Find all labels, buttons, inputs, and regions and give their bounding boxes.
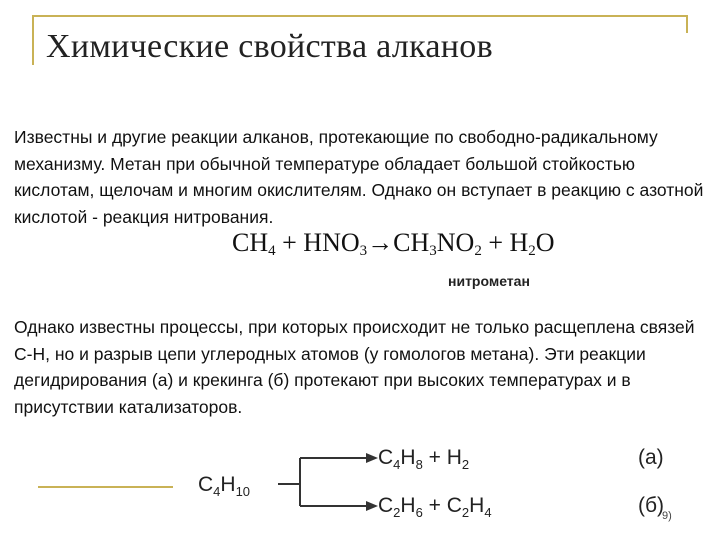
title-frame-top-line: [32, 15, 688, 17]
reactant-nitric-acid: $HNO_3$: [303, 228, 368, 259]
label-b: (б): [638, 494, 665, 517]
reactant-butane: $C_4H_{10}$: [198, 473, 251, 499]
reactant-methane: $CH_4$: [232, 228, 276, 259]
slide-title: Химические свойства алканов: [46, 28, 493, 65]
paragraph-cracking: Однако известны процессы, при которых происходит не только расщеплена связей С-Н, но и разрыв цепи углеродных атомов (у гомологов метана). Эти реакции дегидрирования (а) и крекинга (б) протекают при высоких температурах и в присутствии катализаторов.: [14, 317, 695, 417]
plus-sign: +: [275, 228, 304, 257]
cracking-scheme: [190, 436, 690, 531]
product-nitromethane: $CH_3NO_2$: [393, 228, 482, 259]
products-dehydrogenation: $C_4H_8 + H_2$: [378, 446, 470, 472]
reaction-arrow: →: [367, 228, 394, 257]
paragraph-nitration: Известны и другие реакции алканов, протекающие по свободно-радикальному механизму. Метан при обычной температуре обладает большой стойкостью кислотам, щелочам и многим окислителям. Однако он вступает в реакцию с азотной кислотой - реакция нитрования.: [14, 127, 704, 227]
product-water: $H_2O$: [509, 228, 555, 259]
nitration-equation: [232, 228, 555, 260]
label-a: (а): [638, 446, 664, 469]
title-frame-left-line: [32, 15, 34, 65]
products-cracking: $C_2H_6 + C_2H_4$: [378, 494, 492, 520]
decorative-bottom-line: [38, 486, 173, 488]
product-label: нитрометан: [448, 273, 530, 289]
branch-a-arrowhead: [366, 453, 378, 463]
title-frame-right-line: [686, 15, 688, 33]
page-number: 9): [662, 510, 672, 522]
plus-sign: +: [481, 228, 510, 257]
branch-b-arrowhead: [366, 501, 378, 511]
